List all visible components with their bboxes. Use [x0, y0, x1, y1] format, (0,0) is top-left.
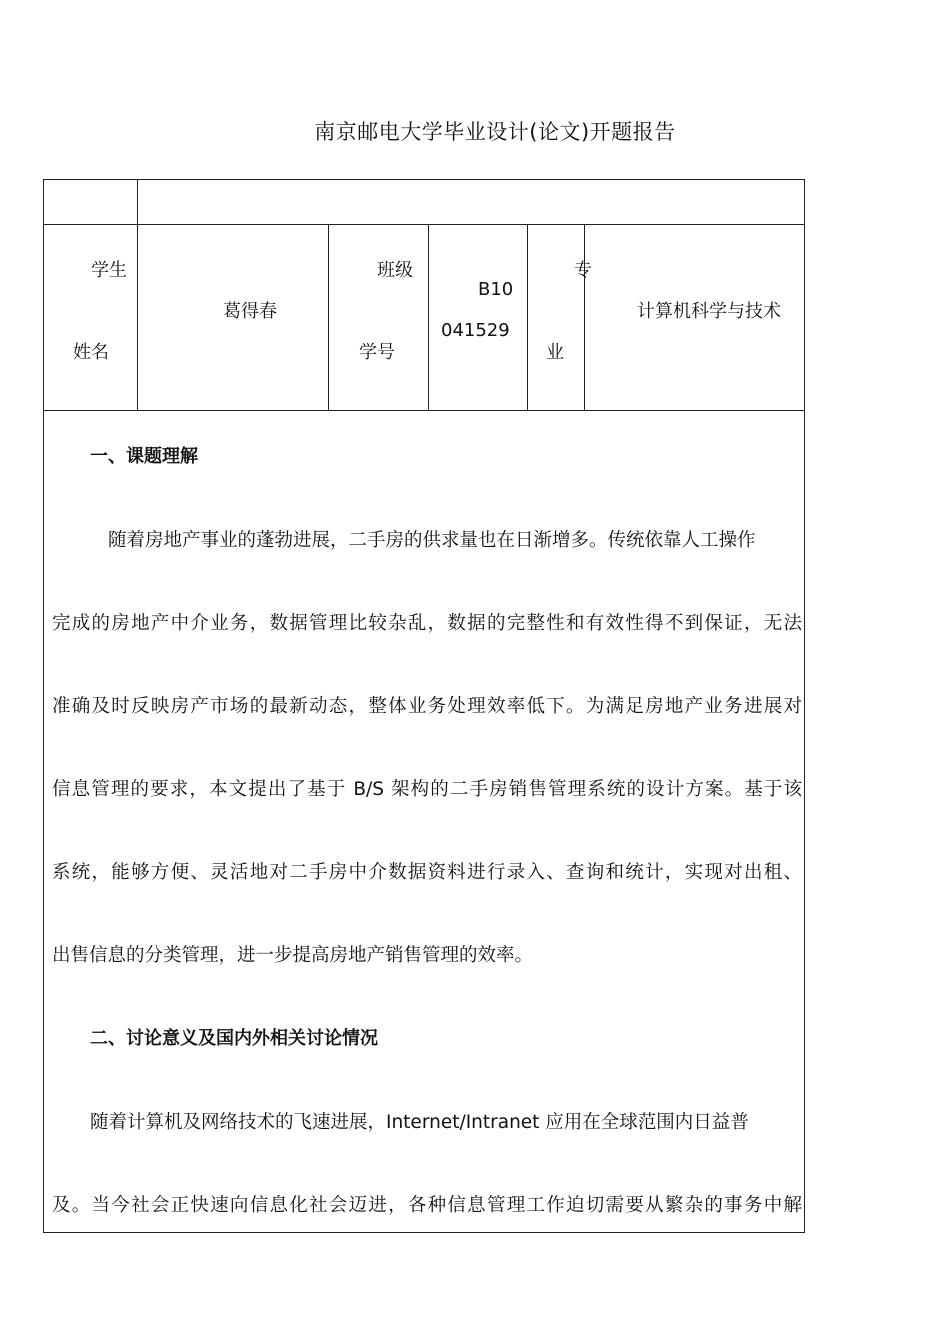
- paragraph-line: 信息管理的要求，本文提出了基于 B/S 架构的二手房销售管理系统的设计方案。基于该: [52, 779, 802, 800]
- section-heading: 二、讨论意义及国内外相关讨论情况: [90, 1028, 378, 1049]
- paragraph-line: 准确及时反映房产市场的最新动态，整体业务处理效率低下。为满足房地产业务进展对: [52, 696, 802, 717]
- paragraph-line: 随着计算机及网络技术的飞速进展，Internet/Intranet 应用在全球范围内日益普: [90, 1112, 749, 1133]
- paragraph-line: 完成的房地产中介业务，数据管理比较杂乱，数据的完整性和有效性得不到保证，无法: [52, 613, 802, 634]
- class-id-label-2: 学号: [359, 342, 395, 363]
- class-id-value: B10: [478, 279, 514, 300]
- row-divider-top: [44, 224, 804, 225]
- page-title: 南京邮电大学毕业设计(论文)开题报告: [314, 120, 676, 144]
- class-id-label: 班级: [377, 260, 413, 281]
- student-name-label: 学生: [91, 260, 127, 281]
- section-topic-understanding: [52, 432, 802, 1014]
- col-divider-class-value: [527, 224, 528, 411]
- student-name-value: 葛得春: [223, 301, 277, 322]
- student-name-label-2: 姓名: [73, 342, 109, 363]
- col-divider-header: [137, 180, 138, 411]
- paragraph-line: 及。当今社会正快速向信息化社会迈进，各种信息管理工作迫切需要从繁杂的事务中解: [52, 1195, 802, 1216]
- section-research-significance: [52, 1014, 802, 1264]
- col-divider-name-value: [328, 224, 329, 411]
- row-divider-info: [44, 410, 804, 411]
- major-label: 专: [574, 260, 592, 281]
- paragraph-line: 系统，能够方便、灵活地对二手房中介数据资料进行录入、查询和统计，实现对出租、: [52, 862, 802, 883]
- paragraph-line: 随着房地产事业的蓬勃进展，二手房的供求量也在日渐增多。传统依靠人工操作: [108, 530, 756, 551]
- major-value: 计算机科学与技术: [637, 301, 781, 322]
- paragraph-line: 出售信息的分类管理，进一步提高房地产销售管理的效率。: [52, 945, 534, 966]
- col-divider-major-label: [584, 224, 585, 411]
- major-label-2: 业: [546, 342, 564, 363]
- class-id-value-2: 041529: [441, 320, 510, 341]
- report-body: [52, 432, 802, 1264]
- col-divider-class-label: [428, 224, 429, 411]
- section-heading: 一、课题理解: [90, 446, 198, 467]
